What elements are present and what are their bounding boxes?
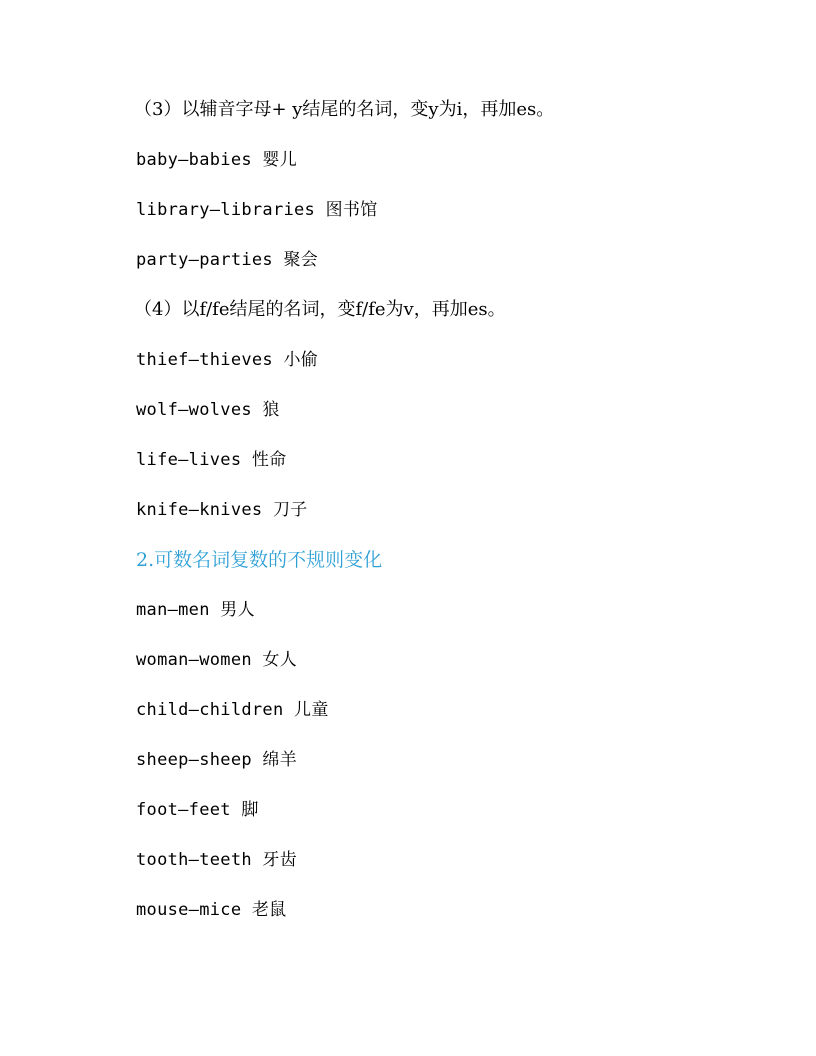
example-baby: baby—babies 婴儿 <box>136 150 298 170</box>
example-sheep: sheep—sheep 绵羊 <box>136 750 298 770</box>
example-child: child—children 儿童 <box>136 700 329 720</box>
example-tooth: tooth—teeth 牙齿 <box>136 850 298 870</box>
example-life: life—lives 性命 <box>136 450 287 470</box>
example-mouse: mouse—mice 老鼠 <box>136 900 287 920</box>
rule-4-text: （4）以f/fe结尾的名词，变f/fe为v，再加es。 <box>134 299 506 320</box>
rule-3-text: （3）以辅音字母+ y结尾的名词，变y为i，再加es。 <box>134 99 555 120</box>
example-wolf: wolf—wolves 狼 <box>136 400 280 420</box>
example-woman: woman—women 女人 <box>136 650 298 670</box>
irregular-heading: 2.可数名词复数的不规则变化 <box>136 549 383 571</box>
example-party: party—parties 聚会 <box>136 250 319 270</box>
example-thief: thief—thieves 小偷 <box>136 350 319 370</box>
example-knife: knife—knives 刀子 <box>136 500 308 520</box>
example-library: library—libraries 图书馆 <box>136 200 378 220</box>
example-man: man—men 男人 <box>136 600 255 620</box>
example-foot: foot—feet 脚 <box>136 800 259 820</box>
